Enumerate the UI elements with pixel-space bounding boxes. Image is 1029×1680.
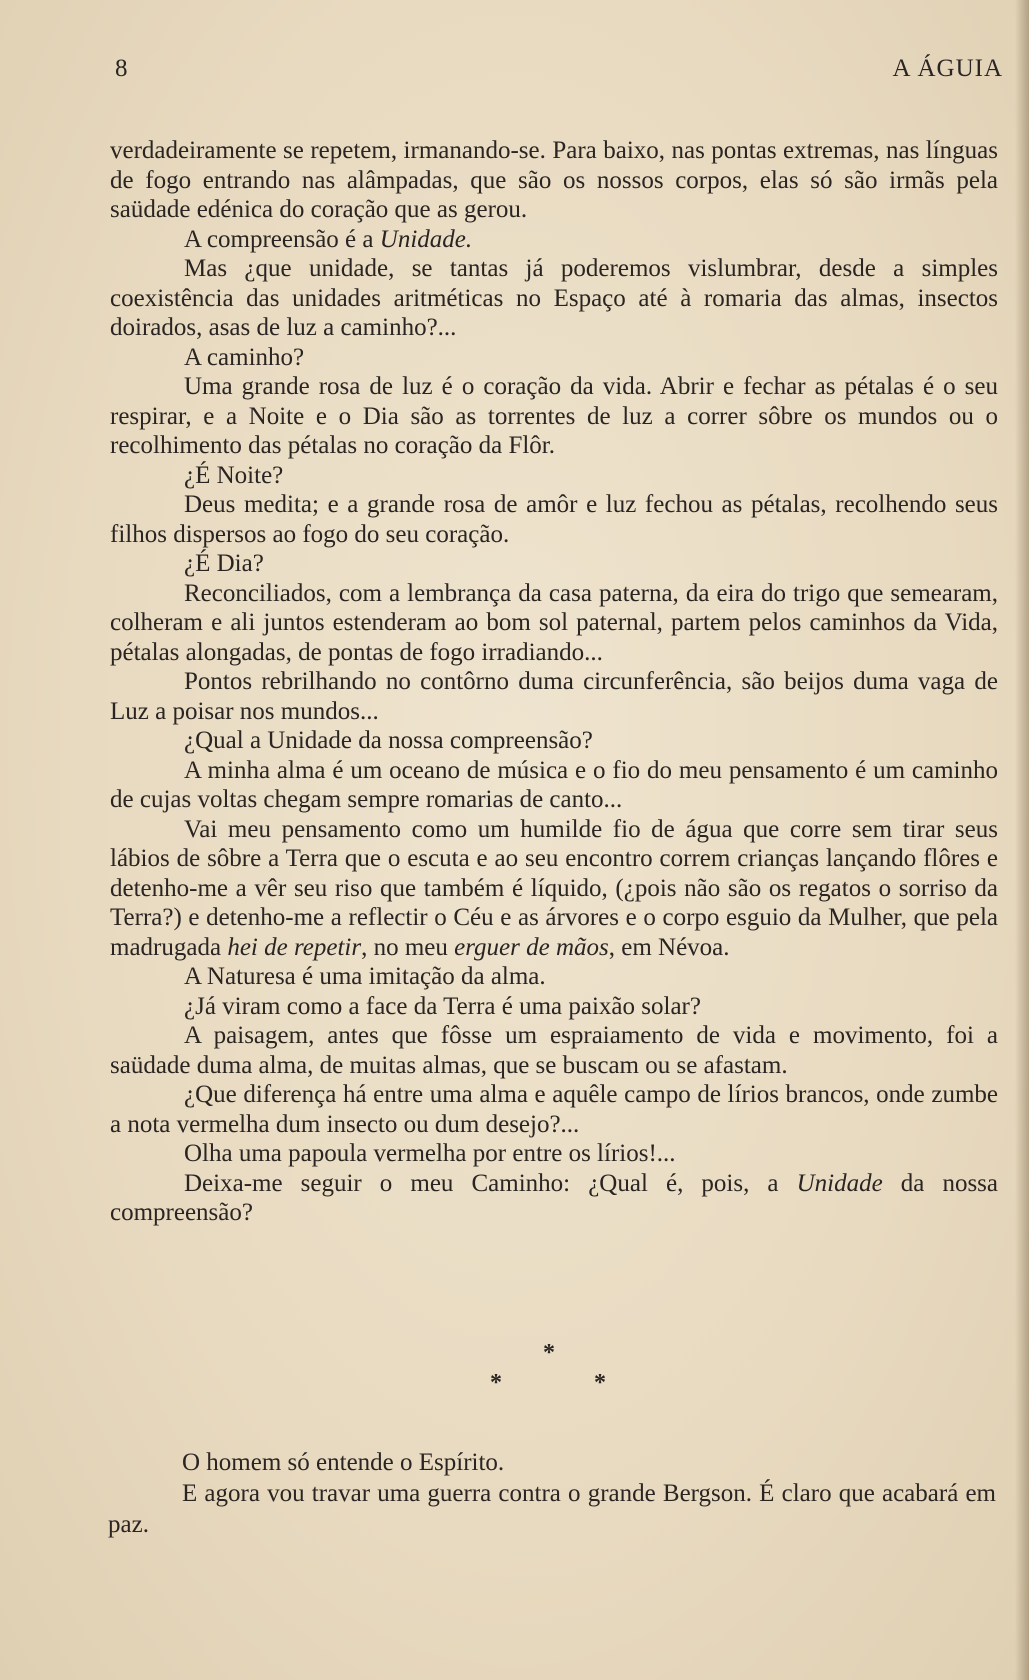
body-paragraph [110, 962, 998, 992]
body-paragraph [110, 579, 998, 668]
text-run: A minha alma é um oceano de música e o fio do meu pensamento é um caminho de cujas voltas chegam sempre romarias de canto... [110, 756, 998, 813]
italic-text: erguer de mãos [454, 933, 609, 961]
page-edge-shadow [1015, 0, 1029, 1680]
body-paragraph [110, 254, 998, 343]
italic-text: Unidade. [379, 225, 473, 253]
body-paragraph [110, 1021, 998, 1080]
text-run: Pontos rebrilhando no contôrno duma circunferência, são beijos duma vaga de Luz a poisar nos mundos... [110, 668, 998, 725]
body-paragraph [110, 136, 998, 225]
closing-paragraph: O homem só entende o Espírito. [182, 1449, 505, 1476]
body-paragraph [110, 667, 998, 726]
text-run: da nossa compreensão? [110, 1169, 998, 1226]
text-run: Uma grande rosa de luz é o coração da vida. Abrir e fechar as pétalas é o seu respirar, e a Noite e o Dia são as torrentes de luz a correr sôbre os mundos ou o recolhimento das pétalas no coração da Flôr. [110, 373, 998, 459]
text-run: verdadeiramente se repetem, irmanando-se. Para baixo, nas pontas extremas, nas línguas de fogo entrando nas alâmpadas, que são os nossos corpos, elas só são irmãs pela saüdade edénica do coração que as gerou. [110, 137, 998, 223]
page-number: 8 [115, 55, 128, 82]
text-run: ¿Qual a Unidade da nossa compreensão? [184, 727, 593, 754]
body-paragraph [110, 1080, 998, 1139]
body-paragraph [110, 343, 998, 373]
text-run: A compreensão é a [184, 225, 380, 253]
running-title: A ÁGUIA [892, 55, 1003, 82]
body-paragraph [110, 756, 998, 815]
body-paragraph [110, 726, 998, 756]
text-run: A Naturesa é uma imitação da alma. [184, 963, 546, 990]
body-paragraph [110, 372, 998, 461]
text-run: A caminho? [184, 343, 305, 371]
text-run: Deixa-me seguir o meu Caminho: ¿Qual é, pois, a [184, 1169, 797, 1197]
text-run: , em Névoa. [608, 933, 730, 961]
body-paragraph [110, 992, 998, 1022]
text-run: A paisagem, antes que fôsse um espraiamento de vida e movimento, foi a saüdade duma alma, de muitas almas, que se buscam ou se afastam. [110, 1022, 998, 1079]
text-run: ¿É Dia? [184, 550, 264, 577]
body-paragraph [110, 461, 998, 491]
text-run: Mas ¿que unidade, se tantas já poderemos vislumbrar, desde a simples coexistência das unidades aritméticas no Espaço até à romaria das almas, insectos doirados, asas de luz a caminho?... [110, 255, 998, 341]
separator-asterisk: * [543, 1340, 555, 1366]
body-paragraph [110, 1139, 998, 1169]
text-run: ¿Já viram como a face da Terra é uma paixão solar? [184, 992, 701, 1020]
body-text [110, 136, 998, 1228]
text-run: Olha uma papoula vermelha por entre os lírios!... [184, 1140, 676, 1167]
text-run: Vai meu pensamento como um humilde fio de água que corre sem tirar seus lábios de sôbre a Terra que o escuta e ao seu encontro correm crianças lançando flôres e detenho-me a vêr seu riso que também é líquido, (¿pois não são os regatos o sorriso da Terra?) e detenho-me a reflectir o Céu e as árvores e o corpo esguio da Mulher, que pela madrugada [110, 815, 998, 961]
page-header [115, 52, 1003, 86]
text-run: Reconciliados, com a lembrança da casa paterna, da eira do trigo que semearam, colheram e ali juntos estenderam ao bom sol paternal, partem pelos caminhos da Vida, pétalas alongadas, de pontas de fogo irradiando... [110, 579, 998, 666]
body-paragraph [110, 815, 998, 963]
separator-asterisk: * [490, 1370, 502, 1396]
text-run: Deus medita; e a grande rosa de amôr e luz fechou as pétalas, recolhendo seus filhos dispersos ao fogo do seu coração. [110, 491, 998, 548]
closing-paragraph: E agora vou travar uma guerra contra o grande Bergson. É claro que acabará em paz. [108, 1480, 996, 1538]
closing-text [108, 1447, 996, 1540]
separator-asterisk: * [594, 1370, 606, 1396]
text-run: , no meu [361, 933, 455, 961]
body-paragraph [110, 490, 998, 549]
text-run: ¿É Noite? [184, 461, 284, 489]
text-run: ¿Que diferença há entre uma alma e aquêle campo de lírios brancos, onde zumbe a nota vermelha dum insecto ou dum desejo?... [110, 1081, 998, 1138]
body-paragraph [110, 1169, 998, 1228]
body-paragraph [110, 225, 998, 255]
italic-text: hei de repetir [227, 933, 362, 961]
italic-text: Unidade [796, 1169, 883, 1197]
body-paragraph [110, 549, 998, 579]
